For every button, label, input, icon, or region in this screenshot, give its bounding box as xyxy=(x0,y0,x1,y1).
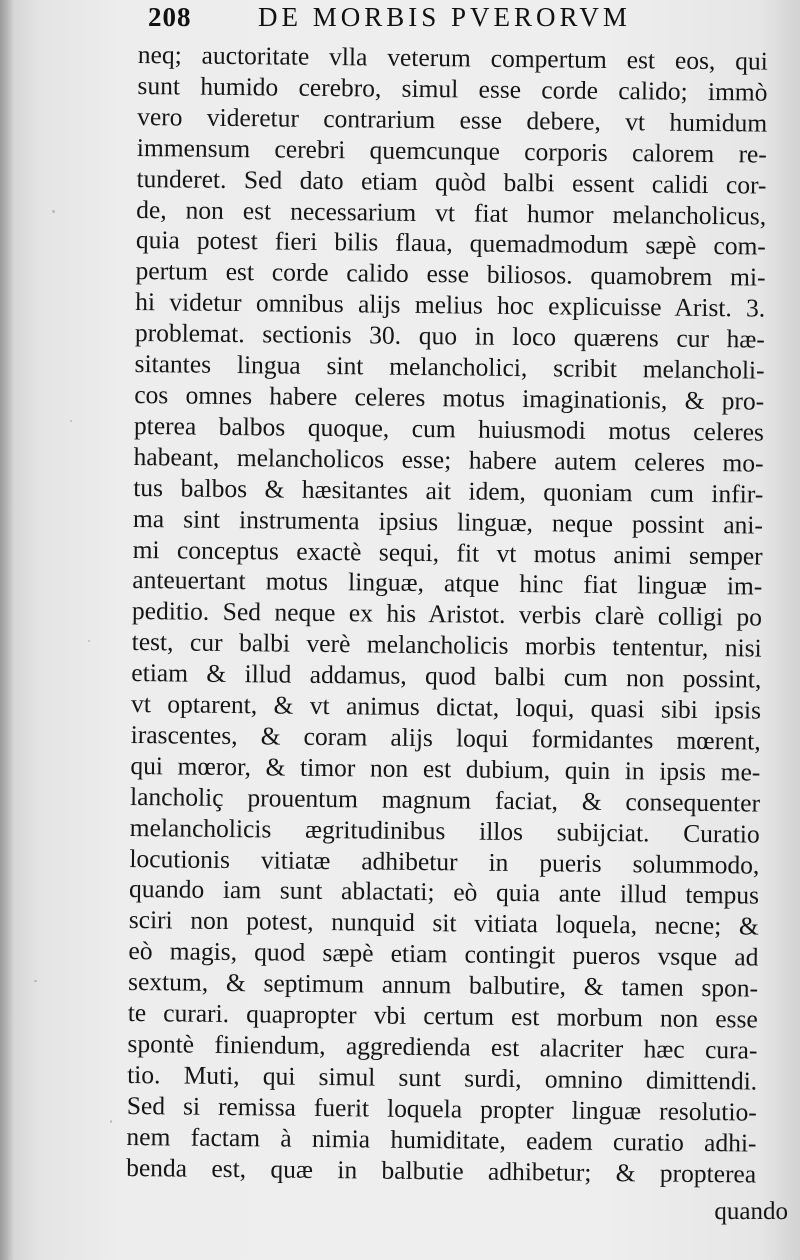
text-line: tunderet. Sed dato etiam quòd balbi essent calidi cor- xyxy=(136,163,767,200)
running-head: DE MORBIS PVERORVM xyxy=(258,2,631,32)
text-line: immensum cerebri quemcunque corporis calorem re- xyxy=(136,132,767,169)
text-line: hi videtur omnibus alijs melius hoc explicuisse Arist. 3. xyxy=(135,287,766,323)
text-line: pertum est corde calido esse biliosos. quamobrem mi- xyxy=(135,256,766,292)
text-line: melancholicis ægritudinibus illos subijciat. Curatio xyxy=(129,812,760,849)
text-line: problemat. sectionis 30. quo in loco quærens cur hæ- xyxy=(134,318,766,354)
text-line: qui mœror, & timor non est dubium, quin in ipsis me- xyxy=(130,750,761,787)
text-line: anteuertant motus linguæ, atque hinc fiat linguæ im- xyxy=(132,565,763,601)
page-header xyxy=(148,2,768,38)
text-line: tus balbos & hæsitantes ait idem, quoniam cum infir- xyxy=(133,472,764,509)
text-line: Sed si remissa fuerit loquela propter linguæ resolutio- xyxy=(126,1090,757,1127)
gutter-shadow xyxy=(0,0,14,1260)
text-line: irascentes, & coram alijs loqui formidantes mœrent, xyxy=(130,719,761,756)
text-line: ma sint instrumenta ipsius linguæ, neque possint ani- xyxy=(132,503,764,540)
text-line: neq; auctoritate vlla veterum compertum est eos, qui xyxy=(137,40,768,76)
paper-speck xyxy=(88,640,90,642)
text-line: test, cur balbi verè melancholicis morbis tententur, nisi xyxy=(131,627,762,663)
text-line: lancholiç prouentum magnum faciat, & consequenter xyxy=(129,781,761,818)
text-line: sextum, & septimum annum balbutire, & tamen spon- xyxy=(127,967,759,1003)
text-line: eò magis, quod sæpè etiam contingit pueros vsque ad xyxy=(128,936,759,972)
page-number: 208 xyxy=(148,2,192,32)
paper-speck xyxy=(52,210,55,213)
text-line: tio. Muti, qui simul sunt surdi, omnino dimittendi. xyxy=(127,1059,758,1096)
text-line: sciri non potest, nunquid sit vitiata loquela, necne; & xyxy=(128,905,759,941)
paper-speck xyxy=(110,1120,112,1123)
text-line: de, non est necessarium vt fiat humor melancholicus, xyxy=(136,194,767,231)
text-line: locutionis vitiatæ adhibetur in pueris solummodo, xyxy=(129,843,760,880)
catchword: quando xyxy=(714,1198,788,1225)
text-line: vt optarent, & vt animus dictat, loqui, quasi sibi ipsis xyxy=(130,688,762,725)
text-line: sitantes lingua sint melancholici, scribit melancholi- xyxy=(134,349,765,385)
text-line: peditio. Sed neque ex his Aristot. verbis clarè colligi po xyxy=(131,596,763,632)
text-line: quia potest fieri bilis flaua, quemadmodum sæpè com- xyxy=(135,225,767,262)
text-line: etiam & illud addamus, quod balbi cum non possint, xyxy=(131,658,762,694)
paper-speck xyxy=(70,420,72,422)
text-line: habeant, melancholicos esse; habere autem celeres mo- xyxy=(133,441,764,478)
text-line: quando iam sunt ablactati; eò quia ante illud tempus xyxy=(128,874,760,911)
paper-speck xyxy=(34,980,37,982)
text-line: sunt humido cerebro, simul esse corde calido; immò xyxy=(137,70,768,107)
text-line: pterea balbos quoque, cum huiusmodi motus celeres xyxy=(133,410,765,447)
text-line: spontè finiendum, aggredienda est alacriter hæc cura- xyxy=(127,1028,758,1065)
text-line: benda est, quæ in balbutie adhibetur; & propterea xyxy=(126,1152,757,1189)
body-text xyxy=(126,40,778,1190)
text-line: vero videretur contrarium esse debere, vt humidum xyxy=(137,101,768,138)
text-line: nem factam à nimia humiditate, eadem curatio adhi- xyxy=(126,1121,757,1158)
text-line: mi conceptus exactè sequi, fit vt motus animi semper xyxy=(132,534,763,571)
text-line: te curari. quapropter vbi certum est morbum non esse xyxy=(127,998,758,1034)
text-line: cos omnes habere celeres motus imaginationis, & pro- xyxy=(134,379,765,416)
